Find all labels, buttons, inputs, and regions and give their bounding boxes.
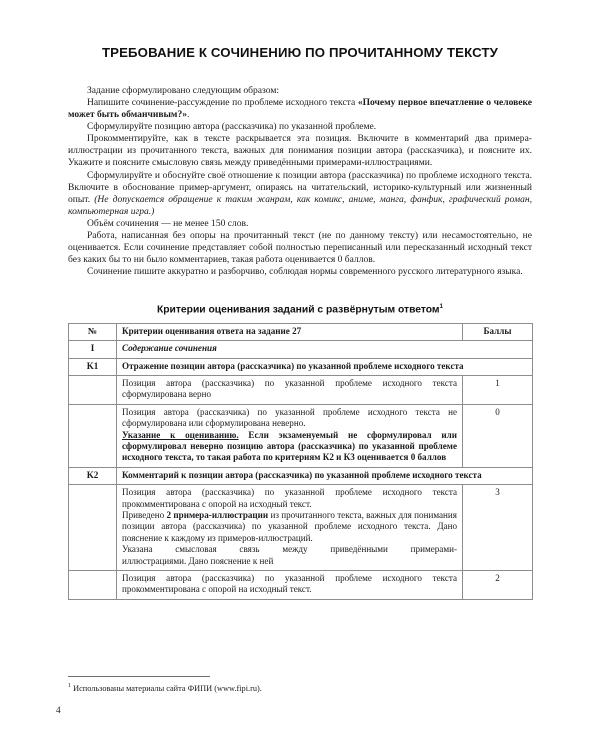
paragraph-word-count: Объём сочинения — не менее 150 слов. <box>87 217 249 229</box>
scoring-note-label: Указание к оцениванию. <box>122 429 239 440</box>
row-cell-description: Позиция автора (рассказчика) по указанной проблеме исходного текста сформулирована верно <box>117 375 463 404</box>
footnote-content: Использованы материалы сайта ФИПИ (www.fipi.ru). <box>71 683 262 693</box>
footnote <box>68 681 532 694</box>
header-cell-score: Баллы <box>463 323 533 340</box>
row-cell-number: K1 <box>69 358 117 375</box>
paragraph-zero-score-rule: Работа, написанная без опоры на прочитанный текст (не по данному тексту) или несамостоятельно, не оценивается. Если сочинение представляет собой полностью переписанный или пересказанный исходный текст без каких бы то ни было комментариев, такая работа оценивается 0 баллов. <box>68 229 532 266</box>
paragraph-task-prompt <box>68 97 532 121</box>
row-description-line-3-spread: Указана смысловая связь между приведёнными примерами- <box>122 544 457 555</box>
row-cell-score: 0 <box>463 404 533 467</box>
row-description-line-2-lead: Приведено <box>122 510 167 521</box>
table-row <box>69 375 533 404</box>
page-content <box>68 0 532 600</box>
table-row <box>69 358 533 375</box>
row-description-line-3-tail: иллюстрациями. Дано пояснение к ней <box>122 555 274 566</box>
table-row <box>69 485 533 571</box>
footnote-section <box>68 676 532 694</box>
row-description-text: Позиция автора (рассказчика) по указанной проблеме исходного текста не сформулирована или сформулирована неверно. <box>122 406 457 429</box>
section-cell-number: I <box>69 341 117 358</box>
prompt-question: «Почему первое впечатление о человеке может быть обманчивым?» <box>68 96 532 121</box>
section-cell-label: Содержание сочинения <box>117 341 533 358</box>
table-row <box>69 404 533 467</box>
row-description-examples-emphasis: 2 примера-иллюстрации <box>166 510 269 521</box>
opinion-restriction-note: (Не допускается обращение к таким жанрам, как комикс, аниме, манга, фанфик, графический роман, компьютерная игра.) <box>68 193 532 217</box>
scoring-note-body: Если экзаменуемый не сформулировал или сформулировал неверно позицию автора (рассказчика) по указанной проблеме исходного текста, то такая работа по критериям К2 и К3 оценивается 0 баллов <box>122 429 457 463</box>
criteria-table <box>68 323 533 600</box>
row-cell-description <box>117 485 463 571</box>
paragraph-handwriting-rule: Сочинение пишите аккуратно и разборчиво, соблюдая нормы современного русского литературного языка. <box>87 266 523 278</box>
paragraph-task-intro: Задание сформулировано следующим образом: <box>87 84 280 96</box>
row-description-line-2-tail: из прочитанного текста, важных для понимания позиции автора (рассказчика) по указанной проблеме исходного текста. Дано пояснение к каждому из примеров-иллюстраций. <box>122 510 457 543</box>
row-cell-number <box>69 404 117 467</box>
paragraph-own-opinion <box>68 170 532 218</box>
header-cell-criteria: Критерии оценивания ответа на задание 27 <box>117 323 463 340</box>
table-header-row <box>69 323 533 340</box>
prompt-lead: Напишите сочинение-рассуждение по проблеме исходного текста <box>87 96 358 108</box>
row-cell-score: 1 <box>463 375 533 404</box>
row-cell-number <box>69 375 117 404</box>
criteria-table-caption <box>68 278 532 322</box>
footnote-divider <box>68 676 210 677</box>
paragraph-author-position: Сформулируйте позицию автора (рассказчика) по указанной проблеме. <box>87 121 377 133</box>
row-cell-criterion-title: Отражение позиции автора (рассказчика) по указанной проблеме исходного текста <box>117 358 533 375</box>
criteria-caption-text: Критерии оценивания заданий с развёрнутым ответом <box>156 304 440 316</box>
row-cell-description <box>117 404 463 467</box>
row-cell-score: 2 <box>463 571 533 600</box>
table-section-row <box>69 341 533 358</box>
intro-text-block <box>68 85 532 279</box>
footnote-number: 1 <box>68 683 71 689</box>
table-row <box>69 467 533 484</box>
page-title: ТРЕБОВАНИЕ К СОЧИНЕНИЮ ПО ПРОЧИТАННОМУ ТЕКСТУ <box>101 45 499 60</box>
prompt-tail: . <box>187 109 190 121</box>
footnote-marker-superscript: 1 <box>439 303 443 311</box>
row-description-line-1: Позиция автора (рассказчика) по указанной проблеме исходного текста прокомментирована с опорой на исходный текст. <box>122 487 457 509</box>
row-cell-score: 3 <box>463 485 533 571</box>
page-number: 4 <box>56 706 61 716</box>
table-row <box>69 571 533 600</box>
paragraph-commentary: Прокомментируйте, как в тексте раскрывается эта позиция. Включите в комментарий два примера-иллюстрации из прочитанного текста, важных для понимания позиции автора (рассказчика), и поясните их. Укажите и поясните смысловую связь между приведёнными примерами-иллюстрациями. <box>68 133 532 169</box>
header-cell-number: № <box>69 323 117 340</box>
row-cell-number: K2 <box>69 467 117 484</box>
row-cell-criterion-title: Комментарий к позиции автора (рассказчика) по указанной проблеме исходного текста <box>117 467 533 484</box>
opinion-lead: Сформулируйте и обоснуйте своё отношение к позиции автора (рассказчика) по проблеме исходного текста. Включите в обоснование пример-аргумент, опираясь на читательский, историко-культурный или жизненный опыт. <box>68 169 532 205</box>
row-cell-description: Позиция автора (рассказчика) по указанной проблеме исходного текста прокомментирована с опорой на исходный текст. <box>117 571 463 600</box>
row-cell-number <box>69 485 117 571</box>
row-cell-number <box>69 571 117 600</box>
